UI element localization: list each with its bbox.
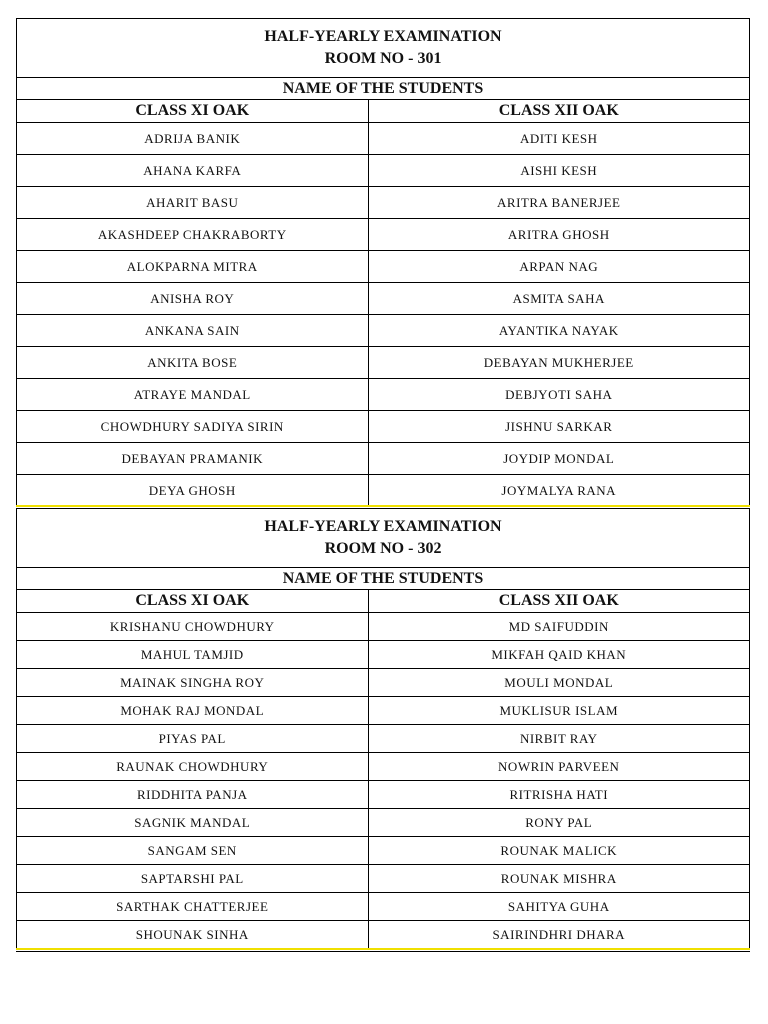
- names-title: NAME OF THE STUDENTS: [17, 78, 749, 100]
- room-301-section: [16, 18, 750, 507]
- table-row: [17, 837, 749, 865]
- student-name-class-xii: MD SAIFUDDIN: [368, 613, 749, 641]
- student-name-class-xii: ARITRA GHOSH: [368, 219, 749, 251]
- student-name-class-xii: SAHITYA GUHA: [368, 893, 749, 921]
- table-row: [17, 893, 749, 921]
- exam-title: HALF-YEARLY EXAMINATION: [264, 28, 502, 45]
- table-row: [17, 475, 749, 507]
- student-name-class-xii: ROUNAK MISHRA: [368, 865, 749, 893]
- table-row: [17, 411, 749, 443]
- student-name-class-xii: JOYMALYA RANA: [368, 475, 749, 507]
- student-name-class-xii: ROUNAK MALICK: [368, 837, 749, 865]
- column-header-class-xii: CLASS XII OAK: [368, 100, 749, 123]
- student-name-class-xi: SHOUNAK SINHA: [17, 921, 368, 949]
- student-name-class-xi: AHARIT BASU: [17, 187, 368, 219]
- table-row: [17, 809, 749, 837]
- column-header-class-xii: CLASS XII OAK: [368, 590, 749, 613]
- table-header-row: [17, 590, 749, 613]
- student-name-class-xi: ATRAYE MANDAL: [17, 379, 368, 411]
- table-row: [17, 641, 749, 669]
- student-name-class-xii: DEBAYAN MUKHERJEE: [368, 347, 749, 379]
- student-name-class-xi: ALOKPARNA MITRA: [17, 251, 368, 283]
- student-name-class-xii: MIKFAH QAID KHAN: [368, 641, 749, 669]
- student-name-class-xii: MOULI MONDAL: [368, 669, 749, 697]
- table-row: [17, 865, 749, 893]
- exam-title: HALF-YEARLY EXAMINATION: [264, 518, 502, 535]
- student-name-class-xii: ARPAN NAG: [368, 251, 749, 283]
- student-name-class-xii: AYANTIKA NAYAK: [368, 315, 749, 347]
- student-name-class-xii: MUKLISUR ISLAM: [368, 697, 749, 725]
- student-name-class-xii: ASMITA SAHA: [368, 283, 749, 315]
- table-row: [17, 347, 749, 379]
- section-separator: [16, 948, 750, 950]
- table-row: [17, 379, 749, 411]
- student-name-class-xi: ANISHA ROY: [17, 283, 368, 315]
- table-row: [17, 251, 749, 283]
- student-name-class-xii: JISHNU SARKAR: [368, 411, 749, 443]
- column-header-class-xi: CLASS XI OAK: [17, 590, 368, 613]
- student-table: [17, 590, 749, 948]
- student-name-class-xi: SAGNIK MANDAL: [17, 809, 368, 837]
- room-302-section: [16, 508, 750, 949]
- table-row: [17, 443, 749, 475]
- column-header-class-xi: CLASS XI OAK: [17, 100, 368, 123]
- bottom-border: [16, 951, 750, 952]
- student-name-class-xii: ADITI KESH: [368, 123, 749, 155]
- table-header-row: [17, 100, 749, 123]
- student-name-class-xii: NOWRIN PARVEEN: [368, 753, 749, 781]
- student-name-class-xi: RAUNAK CHOWDHURY: [17, 753, 368, 781]
- student-name-class-xii: RITRISHA HATI: [368, 781, 749, 809]
- student-name-class-xii: RONY PAL: [368, 809, 749, 837]
- table-row: [17, 753, 749, 781]
- student-name-class-xi: DEBAYAN PRAMANIK: [17, 443, 368, 475]
- student-table: [17, 100, 749, 506]
- table-row: [17, 781, 749, 809]
- room-header: [17, 509, 749, 568]
- table-body: [17, 123, 749, 507]
- student-name-class-xii: AISHI KESH: [368, 155, 749, 187]
- student-name-class-xi: ADRIJA BANIK: [17, 123, 368, 155]
- table-row: [17, 155, 749, 187]
- room-number: ROOM NO - 302: [324, 540, 442, 557]
- student-name-class-xi: RIDDHITA PANJA: [17, 781, 368, 809]
- student-name-class-xii: NIRBIT RAY: [368, 725, 749, 753]
- student-name-class-xi: SANGAM SEN: [17, 837, 368, 865]
- table-row: [17, 725, 749, 753]
- section-separator: [16, 505, 750, 507]
- table-body: [17, 613, 749, 949]
- student-name-class-xi: AKASHDEEP CHAKRABORTY: [17, 219, 368, 251]
- student-name-class-xi: MAHUL TAMJID: [17, 641, 368, 669]
- student-name-class-xi: ANKANA SAIN: [17, 315, 368, 347]
- student-name-class-xi: DEYA GHOSH: [17, 475, 368, 507]
- student-name-class-xi: AHANA KARFA: [17, 155, 368, 187]
- table-row: [17, 283, 749, 315]
- table-row: [17, 123, 749, 155]
- room-header: [17, 19, 749, 78]
- table-row: [17, 697, 749, 725]
- student-name-class-xii: DEBJYOTI SAHA: [368, 379, 749, 411]
- table-row: [17, 187, 749, 219]
- room-number: ROOM NO - 301: [324, 50, 442, 67]
- student-name-class-xi: SAPTARSHI PAL: [17, 865, 368, 893]
- student-name-class-xi: MAINAK SINGHA ROY: [17, 669, 368, 697]
- student-name-class-xi: MOHAK RAJ MONDAL: [17, 697, 368, 725]
- table-row: [17, 219, 749, 251]
- table-row: [17, 613, 749, 641]
- names-title: NAME OF THE STUDENTS: [17, 568, 749, 590]
- student-name-class-xi: SARTHAK CHATTERJEE: [17, 893, 368, 921]
- student-name-class-xii: ARITRA BANERJEE: [368, 187, 749, 219]
- student-name-class-xii: JOYDIP MONDAL: [368, 443, 749, 475]
- table-row: [17, 669, 749, 697]
- student-name-class-xi: ANKITA BOSE: [17, 347, 368, 379]
- table-row: [17, 315, 749, 347]
- student-name-class-xi: PIYAS PAL: [17, 725, 368, 753]
- table-row: [17, 921, 749, 949]
- student-name-class-xi: CHOWDHURY SADIYA SIRIN: [17, 411, 368, 443]
- student-name-class-xii: SAIRINDHRI DHARA: [368, 921, 749, 949]
- student-name-class-xi: KRISHANU CHOWDHURY: [17, 613, 368, 641]
